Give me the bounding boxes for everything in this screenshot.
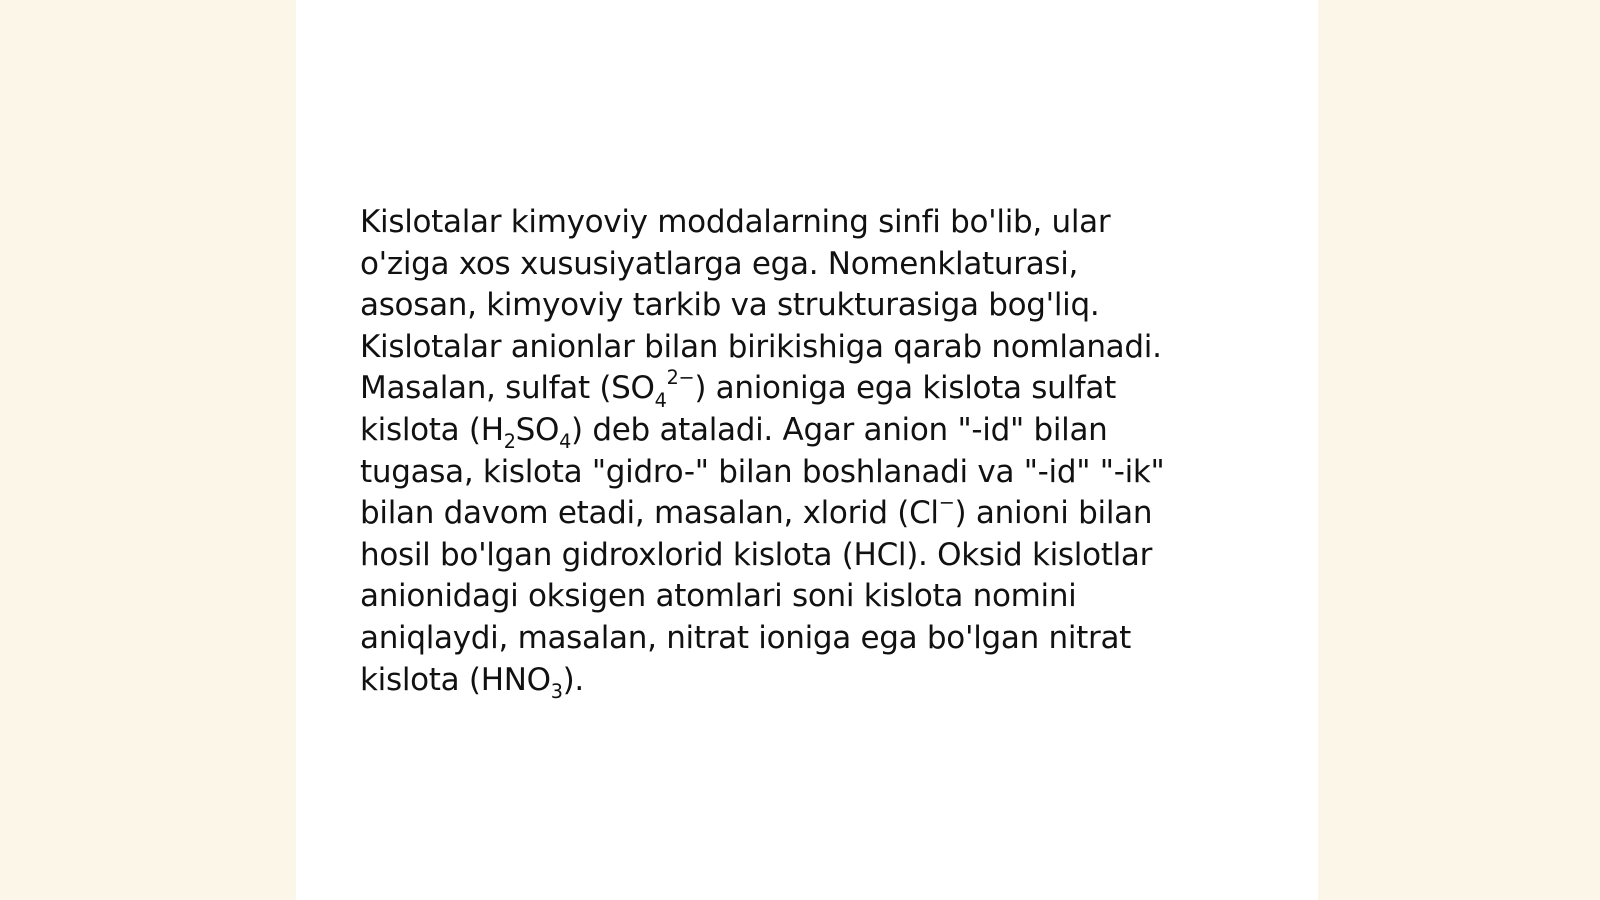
- subscript: 3: [550, 679, 563, 703]
- subscript: 4: [654, 388, 667, 412]
- subscript: 4: [559, 430, 572, 454]
- body-paragraph: [360, 202, 1240, 701]
- text-line-6: [360, 410, 1240, 452]
- text-line-2: o'ziga xos xususiyatlarga ega. Nomenklaturasi,: [360, 245, 1079, 282]
- text-line-4: Kislotalar anionlar bilan birikishiga qarab nomlanadi.: [360, 328, 1162, 365]
- text-line-1: Kislotalar kimyoviy moddalarning sinfi bo'lib, ular: [360, 204, 1111, 240]
- text-fragment: bilan davom etadi, masalan, xlorid (Cl: [360, 495, 939, 532]
- text-fragment: ) deb ataladi. Agar anion "-id" bilan: [571, 411, 1108, 448]
- subscript: 2: [503, 430, 516, 454]
- superscript: 2−: [666, 366, 695, 390]
- text-line-3: asosan, kimyoviy tarkib va strukturasiga bog'liq.: [360, 287, 1100, 324]
- text-fragment: SO: [515, 411, 560, 448]
- text-line-9: hosil bo'lgan gidroxlorid kislota (HCl). Oksid kislotlar: [360, 536, 1153, 573]
- text-fragment: kislota (H: [360, 411, 504, 448]
- text-line-12: [360, 660, 1240, 702]
- text-line-8: [360, 490, 1240, 535]
- document-page: [296, 0, 1318, 900]
- text-fragment: kislota (HNO: [360, 661, 551, 698]
- left-margin-background: [0, 0, 296, 900]
- right-margin-background: [1318, 0, 1600, 900]
- text-line-11: aniqlaydi, masalan, nitrat ioniga ega bo'lgan nitrat: [360, 619, 1131, 656]
- text-fragment: ).: [562, 661, 584, 698]
- text-line-10: anionidagi oksigen atomlari soni kislota nomini: [360, 578, 1077, 615]
- text-line-7: tugasa, kislota "gidro-" bilan boshlanadi va "-id" "-ik": [360, 453, 1165, 490]
- text-fragment: ) anioni bilan: [954, 495, 1153, 532]
- text-line-5: [360, 368, 1240, 410]
- text-fragment: ) anioniga ega kislota sulfat: [694, 370, 1116, 407]
- superscript: −: [938, 490, 955, 514]
- text-fragment: Masalan, sulfat (SO: [360, 370, 655, 407]
